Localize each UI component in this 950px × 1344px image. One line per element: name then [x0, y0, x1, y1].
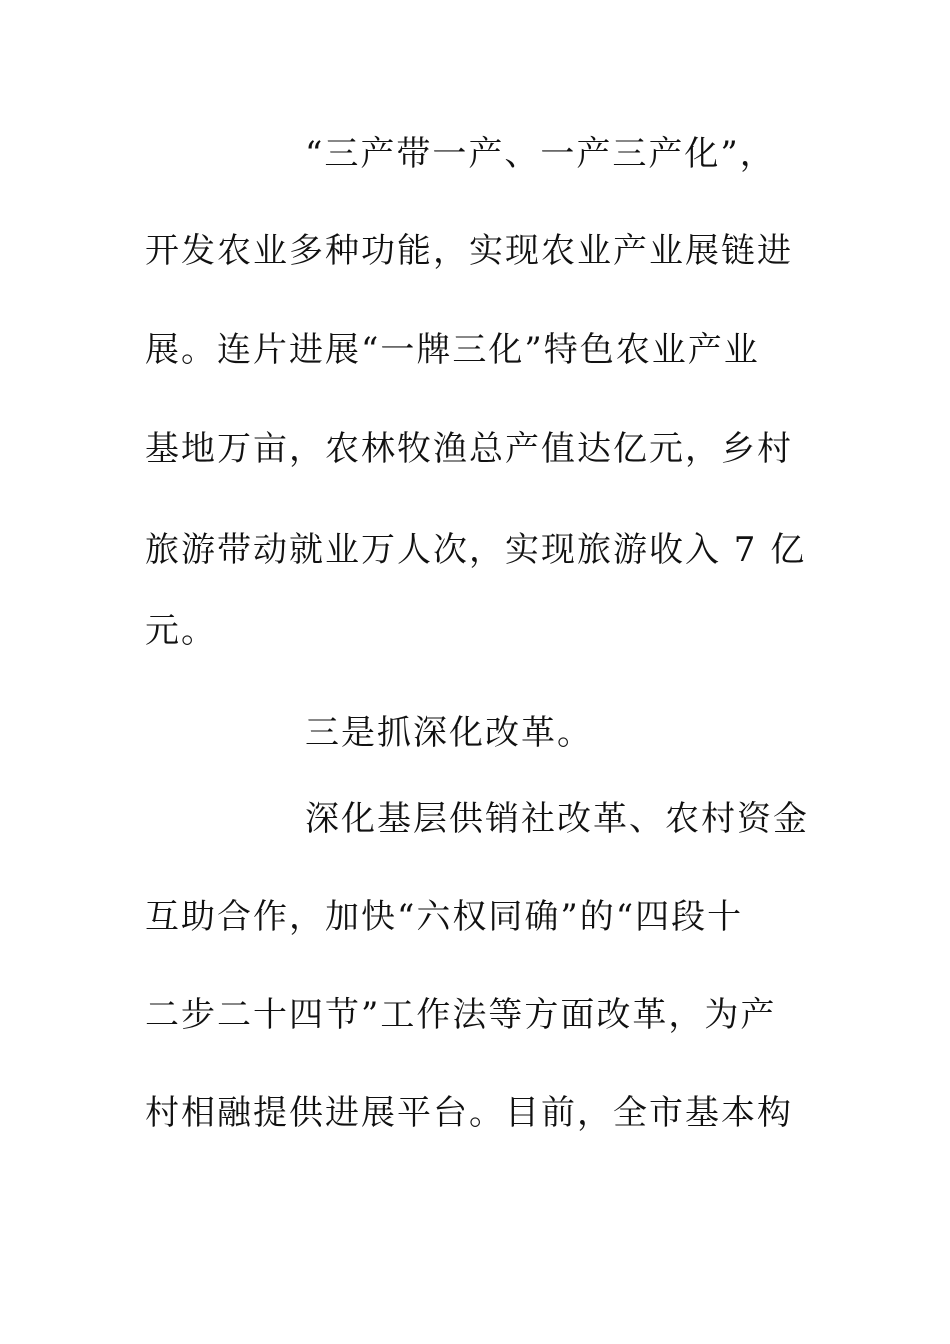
section-heading: 三是抓深化改革。: [305, 713, 593, 753]
text-line: 村相融提供进展平台。目前，全市基本构: [145, 1093, 793, 1133]
text-line: 互助合作，加快“六权同确”的“四段十: [145, 897, 744, 937]
text-line: “三产带一产、一产三产化”，: [305, 134, 776, 174]
text-line: 展。连片进展“一牌三化”特色农业产业: [145, 330, 760, 370]
text-line: 元。: [145, 611, 217, 651]
text-line: 旅游带动就业万人次，实现旅游收入 7 亿: [145, 530, 807, 570]
text-line: 基地万亩，农林牧渔总产值达亿元，乡村: [145, 429, 793, 469]
text-line: 开发农业多种功能，实现农业产业展链进: [145, 231, 793, 271]
text-line: 二步二十四节”工作法等方面改革，为产: [145, 995, 777, 1035]
text-line: 深化基层供销社改革、农村资金: [305, 799, 809, 839]
